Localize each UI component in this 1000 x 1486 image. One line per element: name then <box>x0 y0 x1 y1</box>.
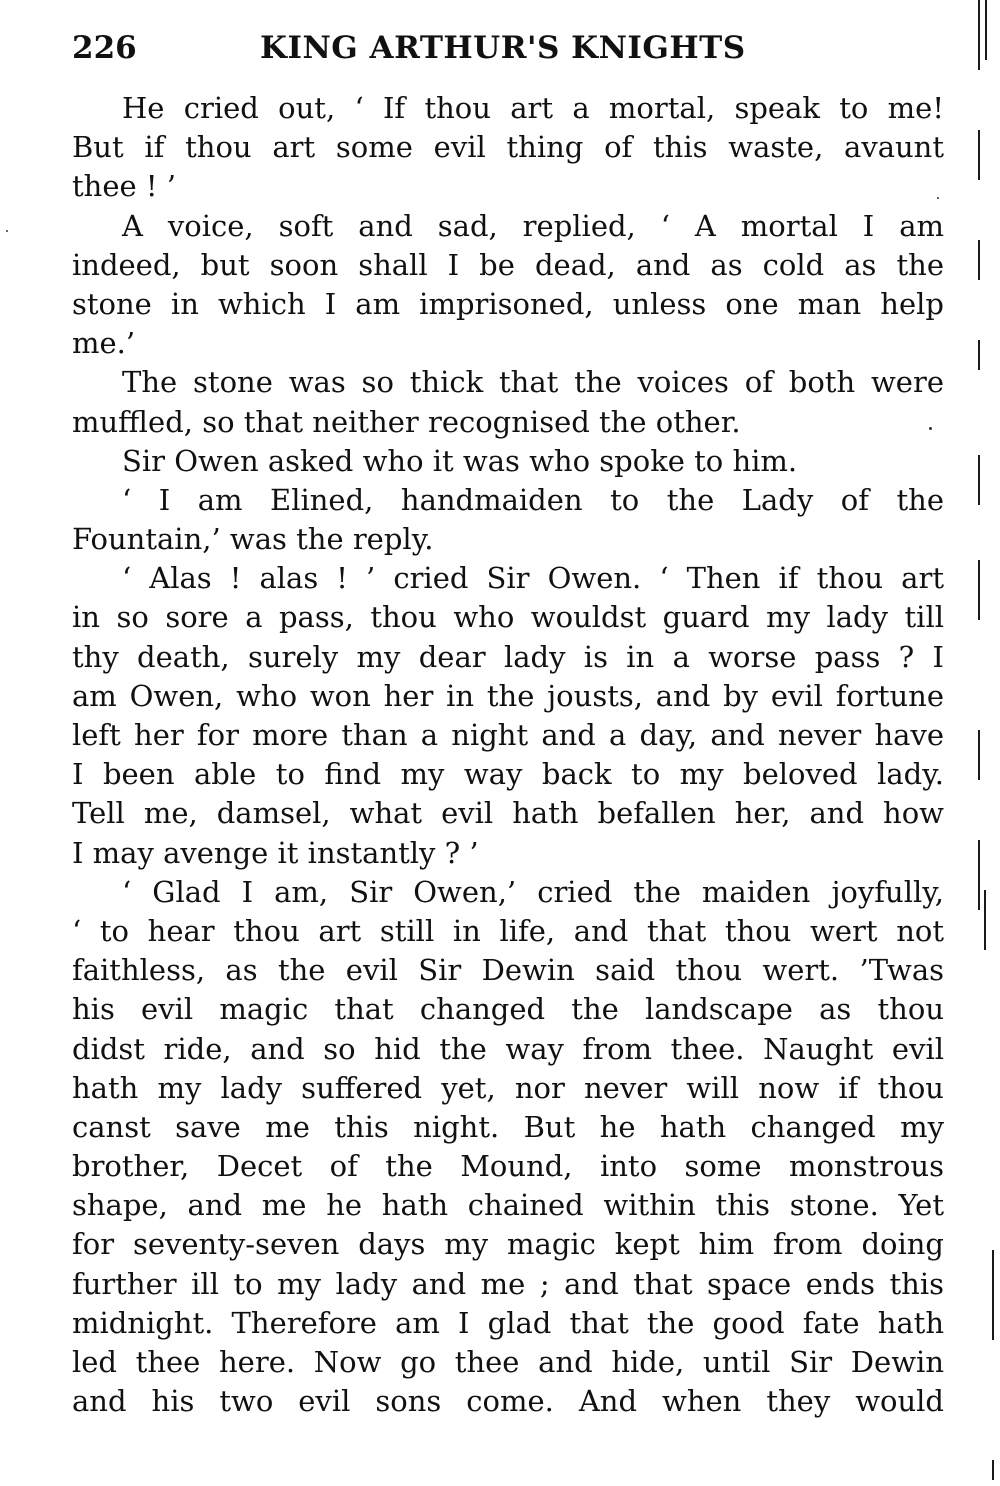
text-line: indeed, but soon shall I be dead, and as cold as the <box>72 247 944 282</box>
text-line: thy death, surely my dear lady is in a worse pass ? I <box>72 639 944 674</box>
body-text <box>72 89 944 1421</box>
text-line: ‘ to hear thou art still in life, and that thou wert not <box>72 913 944 948</box>
text-line: I been able to find my way back to my beloved lady. <box>72 757 944 792</box>
text-line: shape, and me he hath chained within this stone. Yet <box>72 1188 944 1223</box>
gutter-mark <box>985 0 987 60</box>
gutter-mark <box>978 730 980 780</box>
text-line: am Owen, who won her in the jousts, and by evil fortune <box>72 678 944 713</box>
gutter-mark <box>978 130 980 180</box>
gutter-mark <box>978 560 980 620</box>
text-line: midnight. Therefore am I glad that the good fate hath <box>72 1305 944 1340</box>
gutter-mark <box>978 340 980 370</box>
text-line: further ill to my lady and me ; and that space ends this <box>72 1266 944 1301</box>
text-line: and his two evil sons come. And when they would <box>72 1384 944 1419</box>
text-line: his evil magic that changed the landscape as thou <box>72 992 944 1027</box>
scan-speck <box>929 427 932 430</box>
text-line: Sir Owen asked who it was who spoke to him. <box>122 443 798 478</box>
scan-speck <box>6 230 8 232</box>
scan-speck <box>937 197 939 199</box>
text-line: ‘ I am Elined, handmaiden to the Lady of the <box>122 482 944 517</box>
gutter-mark <box>978 455 980 505</box>
text-line: led thee here. Now go thee and hide, until Sir Dewin <box>72 1345 944 1379</box>
text-line: muffled, so that neither recognised the other. <box>72 404 741 439</box>
running-title: KING ARTHUR'S KNIGHTS <box>260 30 746 66</box>
text-line: stone in which I am imprisoned, unless one man help <box>72 286 944 321</box>
text-line: I may avenge it instantly ? ’ <box>72 835 479 870</box>
text-line: ‘ Alas ! alas ! ’ cried Sir Owen. ‘ Then if thou art <box>122 561 944 596</box>
gutter-mark <box>992 1460 994 1480</box>
text-line: for seventy-seven days my magic kept him from doing <box>72 1227 944 1262</box>
text-line: faithless, as the evil Sir Dewin said thou wert. ’Twas <box>72 953 944 988</box>
text-line: canst save me this night. But he hath changed my <box>72 1109 944 1144</box>
text-line: brother, Decet of the Mound, into some monstrous <box>72 1149 944 1184</box>
gutter-mark <box>992 1250 994 1340</box>
gutter-mark <box>984 890 986 950</box>
text-line: thee ! ’ <box>72 169 176 204</box>
text-line: in so sore a pass, thou who wouldst guard my lady till <box>72 600 944 635</box>
text-line: ‘ Glad I am, Sir Owen,’ cried the maiden joyfully, <box>122 874 944 909</box>
text-line: didst ride, and so hid the way from thee. Naught evil <box>72 1031 944 1066</box>
gutter-mark <box>978 0 980 70</box>
text-line: The stone was so thick that the voices of both were <box>122 365 944 400</box>
page-header <box>72 30 772 74</box>
text-line: left her for more than a night and a day, and never have <box>72 718 944 752</box>
text-line: Tell me, damsel, what evil hath befallen her, and how <box>72 796 944 831</box>
text-line: But if thou art some evil thing of this waste, avaunt <box>72 130 944 165</box>
text-line: Fountain,’ was the reply. <box>72 522 434 557</box>
text-line: me.’ <box>72 326 136 361</box>
gutter-mark <box>978 240 980 280</box>
text-line: He cried out, ‘ If thou art a mortal, speak to me! <box>122 91 944 125</box>
gutter-mark <box>978 840 980 910</box>
text-line: A voice, soft and sad, replied, ‘ A mortal I am <box>122 208 944 243</box>
page-number: 226 <box>72 30 137 66</box>
text-line: hath my lady suffered yet, nor never will now if thou <box>72 1070 944 1105</box>
